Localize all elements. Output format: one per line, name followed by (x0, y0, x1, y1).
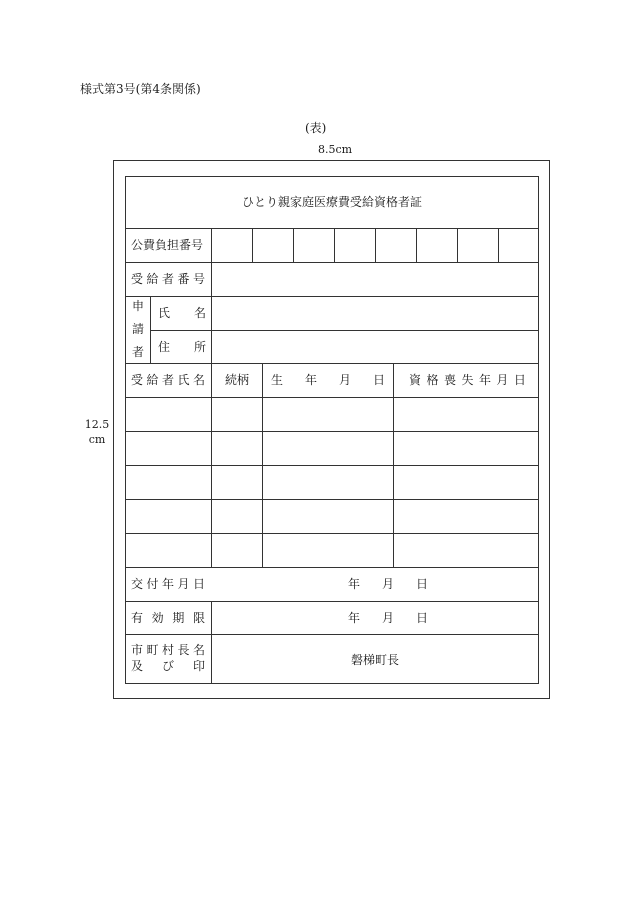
width-dimension: 8.5cm (318, 143, 353, 156)
mayor-label-line-2 (131, 659, 205, 673)
birth-date-header-char-4: 日 (372, 373, 385, 387)
label-char: 付 (146, 577, 159, 591)
mayor-label-line-2-char-3: 印 (192, 659, 205, 673)
applicant-address-label-char-2: 所 (193, 340, 206, 354)
applicant-label-char-3: 者 (131, 345, 144, 359)
applicant-address-field[interactable] (212, 331, 538, 363)
table-row[interactable] (126, 432, 538, 465)
loss-date-header-char-5: 年 (478, 373, 491, 387)
public-payer-number-field[interactable] (212, 229, 538, 262)
applicant-name-label-char-2: 名 (193, 306, 206, 320)
issue-date-month-unit: 月 (381, 577, 394, 591)
recipient-number-label (131, 272, 205, 286)
public-payer-number-label: 公費負担番号 (131, 238, 204, 252)
rule-issue-date-bottom (126, 601, 538, 602)
rule-expiry-bottom (126, 634, 538, 635)
label-char: 名 (192, 373, 205, 387)
expiry-month-unit: 月 (381, 611, 394, 625)
loss-date-header-char-3: 喪 (443, 373, 456, 387)
label-char: 号 (192, 272, 205, 286)
label-char: 給 (146, 272, 159, 286)
issue-date-year-unit: 年 (348, 577, 361, 591)
label-char: 名 (192, 643, 205, 657)
label-char: 給 (146, 373, 159, 387)
height-dimension-value: 12.5 (84, 418, 110, 431)
expiry-date-field[interactable] (348, 611, 428, 625)
label-char: 年 (161, 577, 174, 591)
label-char: 期 (172, 611, 185, 625)
loss-date-header (409, 373, 526, 387)
expiry-year-unit: 年 (348, 611, 361, 625)
loss-date-header-char-2: 格 (426, 373, 439, 387)
applicant-label-char-2: 請 (131, 322, 144, 336)
table-row[interactable] (126, 398, 538, 431)
form-label: 様式第3号(第4条関係) (80, 82, 201, 96)
label-char: 氏 (177, 373, 190, 387)
label-char: 交 (131, 577, 144, 591)
label-char: 番 (177, 272, 190, 286)
applicant-label-char-1: 申 (131, 299, 144, 313)
mayor-label-line-2-char-2: び (161, 659, 174, 673)
birth-date-header-char-2: 年 (304, 373, 317, 387)
mayor-label-line-1 (131, 643, 205, 657)
height-dimension (84, 417, 110, 447)
table-row[interactable] (126, 500, 538, 533)
rule-applicant-column (150, 296, 151, 363)
rule-applicant-bottom (126, 363, 538, 364)
label-char: 効 (151, 611, 164, 625)
birth-date-header-char-3: 月 (338, 373, 351, 387)
loss-date-header-char-7: 日 (513, 373, 526, 387)
expiry-day-unit: 日 (415, 611, 428, 625)
label-char: 村 (161, 643, 174, 657)
certificate-card (125, 176, 539, 684)
recipient-number-field[interactable] (212, 263, 538, 296)
rule-list-row-5-bottom (126, 567, 538, 568)
mayor-name: 磐梯町長 (350, 653, 399, 667)
applicant-name-field[interactable] (212, 297, 538, 330)
applicant-address-label (158, 340, 206, 354)
loss-date-header-char-4: 失 (461, 373, 474, 387)
label-char: 月 (177, 577, 190, 591)
label-char: 有 (131, 611, 144, 625)
label-char: 町 (146, 643, 159, 657)
label-char: 受 (131, 373, 144, 387)
label-char: 長 (177, 643, 190, 657)
table-row[interactable] (126, 466, 538, 499)
recipient-name-header (131, 373, 205, 387)
label-char: 日 (192, 577, 205, 591)
label-char: 限 (192, 611, 205, 625)
card-title: ひとり親家庭医療費受給資格者証 (241, 195, 422, 209)
relationship-header: 続柄 (225, 373, 250, 387)
label-char: 受 (131, 272, 144, 286)
applicant-name-label (158, 306, 206, 320)
expiry-label (131, 611, 205, 625)
mayor-label-line-2-char-1: 及 (131, 659, 144, 673)
applicant-name-label-char-1: 氏 (158, 306, 171, 320)
birth-date-header-char-1: 生 (271, 373, 284, 387)
loss-date-header-char-6: 月 (496, 373, 509, 387)
label-char: 市 (131, 643, 144, 657)
issue-date-day-unit: 日 (415, 577, 428, 591)
applicant-address-label-char-1: 住 (158, 340, 171, 354)
loss-date-header-char-1: 資 (409, 373, 422, 387)
table-row[interactable] (126, 534, 538, 567)
rule-label-column-lower (211, 601, 212, 683)
issue-date-field[interactable] (348, 577, 428, 591)
issue-date-label (131, 577, 205, 591)
label-char: 者 (161, 373, 174, 387)
height-dimension-unit: cm (88, 433, 106, 446)
label-char: 者 (161, 272, 174, 286)
birth-date-header (271, 373, 385, 387)
side-label: (表) (305, 121, 327, 135)
